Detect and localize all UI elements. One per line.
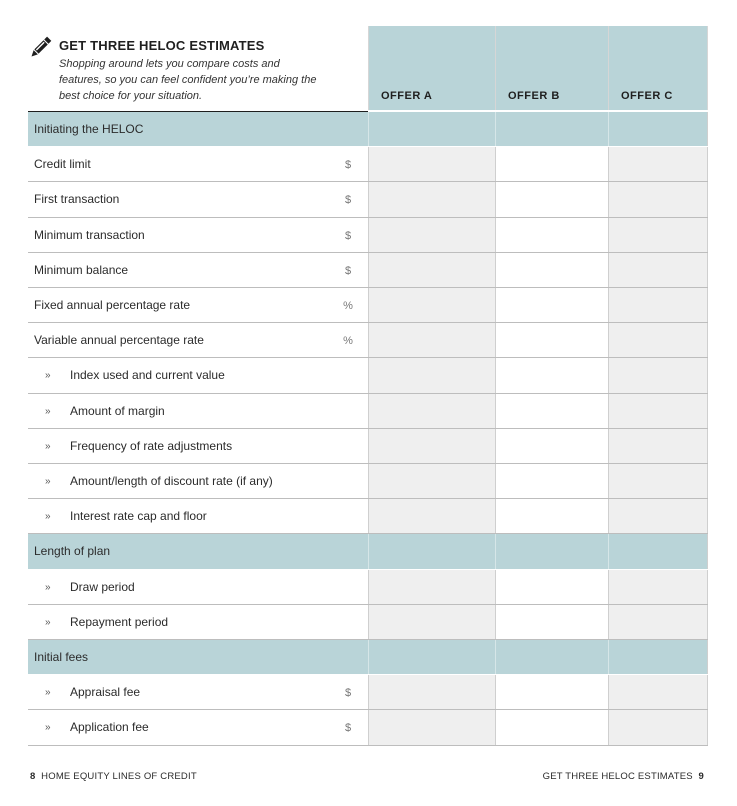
offer-cells [368, 147, 708, 181]
offer-b-cell[interactable] [495, 570, 608, 604]
table-row [28, 710, 708, 745]
row-label: Repayment period [70, 614, 169, 629]
offer-b-cell[interactable] [495, 429, 608, 463]
chevron-right-icon: » [45, 616, 51, 628]
offer-a-cell[interactable] [368, 288, 495, 322]
offer-a-cell[interactable] [368, 358, 495, 392]
row-unit: $ [344, 687, 352, 700]
table-row [28, 323, 708, 358]
offer-c-header [608, 26, 708, 110]
offer-a-cell[interactable] [368, 675, 495, 709]
chevron-right-icon: » [45, 370, 51, 382]
offer-a-cell[interactable] [368, 710, 495, 744]
table-row [28, 429, 708, 464]
table-row [28, 464, 708, 499]
row-label: Minimum transaction [34, 227, 145, 242]
footer-right [543, 771, 704, 782]
offer-cells [368, 499, 708, 533]
table-row [28, 253, 708, 288]
table-row [28, 147, 708, 182]
section-row [28, 112, 708, 147]
offer-b-label: OFFER B [508, 90, 560, 102]
offer-a-label: OFFER A [381, 90, 433, 102]
offer-b-header [495, 26, 608, 110]
offer-c-cell[interactable] [608, 394, 708, 428]
row-label: First transaction [34, 192, 120, 207]
offer-a-cell[interactable] [368, 147, 495, 181]
offer-c-cell [608, 112, 708, 146]
footer-left-text: HOME EQUITY LINES OF CREDIT [41, 771, 197, 782]
offer-a-cell[interactable] [368, 499, 495, 533]
offer-cells [368, 288, 708, 322]
table-row [28, 288, 708, 323]
offer-cells [368, 429, 708, 463]
offer-b-cell [495, 640, 608, 674]
table-row [28, 605, 708, 640]
row-label: Application fee [70, 720, 149, 735]
offer-b-cell[interactable] [495, 710, 608, 744]
offer-cells [368, 640, 708, 674]
offer-a-cell[interactable] [368, 570, 495, 604]
chevron-right-icon: » [45, 722, 51, 734]
row-unit: % [343, 300, 353, 312]
page-title: GET THREE HELOC ESTIMATES [59, 38, 265, 53]
row-label: Fixed annual percentage rate [34, 298, 191, 312]
offer-a-cell[interactable] [368, 218, 495, 252]
offer-c-cell[interactable] [608, 147, 708, 181]
row-label: Credit limit [34, 157, 91, 172]
offer-cells [368, 710, 708, 744]
offer-b-cell[interactable] [495, 147, 608, 181]
offer-b-cell[interactable] [495, 182, 608, 216]
offer-c-label: OFFER C [621, 90, 673, 102]
offer-c-cell[interactable] [608, 605, 708, 639]
offer-a-cell [368, 534, 495, 568]
offer-a-cell [368, 640, 495, 674]
offer-cells [368, 218, 708, 252]
offer-a-cell [368, 112, 495, 146]
offer-cells [368, 570, 708, 604]
offer-c-cell[interactable] [608, 499, 708, 533]
row-label: Index used and current value [70, 368, 225, 383]
offer-b-cell[interactable] [495, 499, 608, 533]
offer-c-cell[interactable] [608, 710, 708, 744]
offer-c-cell[interactable] [608, 570, 708, 604]
offer-b-cell[interactable] [495, 464, 608, 498]
offer-b-cell[interactable] [495, 218, 608, 252]
offer-b-cell[interactable] [495, 358, 608, 392]
row-unit: $ [344, 159, 352, 172]
table-row [28, 675, 708, 710]
table-row [28, 499, 708, 534]
offer-b-cell[interactable] [495, 675, 608, 709]
chevron-right-icon: » [45, 581, 51, 593]
offer-a-cell[interactable] [368, 253, 495, 287]
table-row [28, 358, 708, 393]
pencil-icon [28, 36, 52, 60]
footer-right-text: GET THREE HELOC ESTIMATES [542, 771, 693, 782]
offer-c-cell[interactable] [608, 358, 708, 392]
offer-cells [368, 253, 708, 287]
offer-b-cell [495, 112, 608, 146]
footer-right-page-number: 9 [698, 771, 704, 782]
page-description: Shopping around lets you compare costs and features, so you can feel confident you’re making the best choice for your situation. [59, 58, 317, 102]
footer-left [30, 771, 197, 782]
section-row [28, 534, 708, 569]
offer-c-cell[interactable] [608, 253, 708, 287]
offer-a-cell[interactable] [368, 323, 495, 357]
offer-cells [368, 534, 708, 568]
chevron-right-icon: » [45, 440, 51, 452]
footer-left-page-number: 8 [30, 771, 36, 782]
offer-cells [368, 464, 708, 498]
section-row [28, 640, 708, 675]
offer-a-header [368, 26, 495, 110]
table-row [28, 218, 708, 253]
offer-c-cell [608, 534, 708, 568]
offer-a-cell[interactable] [368, 182, 495, 216]
row-label: Frequency of rate adjustments [70, 438, 233, 453]
offer-c-cell[interactable] [608, 218, 708, 252]
offer-c-cell[interactable] [608, 288, 708, 322]
offer-c-cell[interactable] [608, 429, 708, 463]
row-unit: $ [344, 229, 352, 242]
chevron-right-icon: » [45, 405, 51, 417]
row-label: Amount of margin [70, 403, 165, 418]
offer-c-cell[interactable] [608, 323, 708, 357]
row-label: Appraisal fee [70, 685, 141, 700]
offer-b-cell[interactable] [495, 394, 608, 428]
offer-c-cell[interactable] [608, 182, 708, 216]
row-unit: % [343, 335, 353, 348]
chevron-right-icon: » [45, 687, 51, 699]
offer-c-cell[interactable] [608, 464, 708, 498]
offer-c-cell[interactable] [608, 675, 708, 709]
row-label: Variable annual percentage rate [34, 333, 204, 348]
offer-a-cell[interactable] [368, 394, 495, 428]
row-label: Amount/length of discount rate (if any) [70, 474, 273, 488]
section-label: Initial fees [34, 650, 89, 664]
row-unit: $ [344, 264, 352, 277]
offer-cells [368, 323, 708, 357]
offer-b-cell[interactable] [495, 605, 608, 639]
offer-cells [368, 394, 708, 428]
chevron-right-icon: » [45, 511, 51, 523]
offer-cells [368, 605, 708, 639]
section-label: Length of plan [34, 544, 111, 559]
offer-c-cell [608, 640, 708, 674]
offer-a-cell[interactable] [368, 605, 495, 639]
chevron-right-icon: » [45, 476, 51, 487]
table-row [28, 570, 708, 605]
row-unit: $ [344, 194, 352, 207]
row-unit: $ [344, 722, 352, 735]
offer-b-cell [495, 534, 608, 568]
row-label: Minimum balance [34, 262, 129, 277]
table-row [28, 394, 708, 429]
offer-b-cell[interactable] [495, 288, 608, 322]
offer-b-cell[interactable] [495, 323, 608, 357]
header-block [28, 34, 368, 111]
offer-cells [368, 182, 708, 216]
offer-b-cell[interactable] [495, 253, 608, 287]
offer-cells [368, 358, 708, 392]
offer-cells [368, 112, 708, 146]
offer-a-cell[interactable] [368, 429, 495, 463]
offer-cells [368, 675, 708, 709]
section-label: Initiating the HELOC [34, 122, 144, 136]
offer-a-cell[interactable] [368, 464, 495, 498]
table-row [28, 182, 708, 217]
row-label: Interest rate cap and floor [70, 509, 207, 524]
row-label: Draw period [70, 579, 135, 594]
